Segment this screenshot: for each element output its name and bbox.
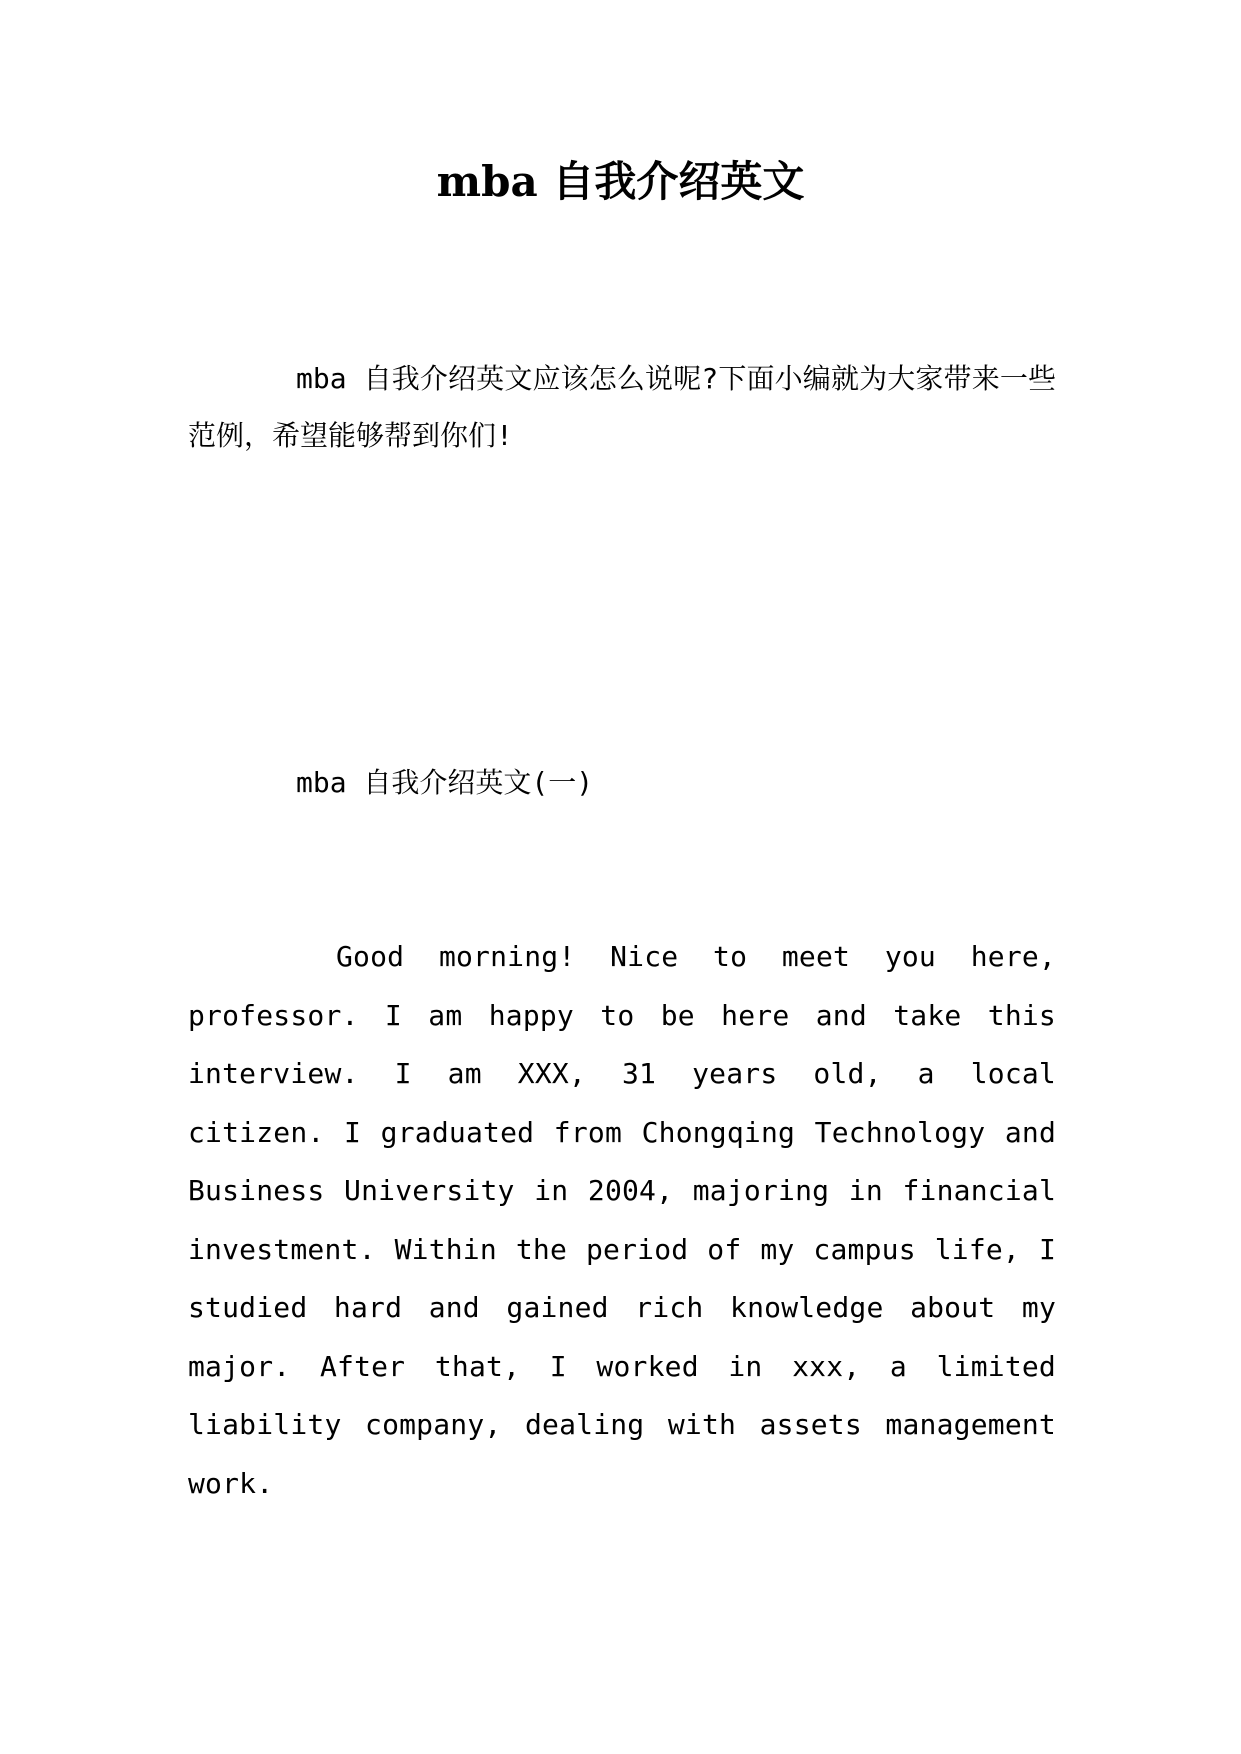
document-title: mba 自我介绍英文 bbox=[436, 157, 805, 206]
section-heading: mba 自我介绍英文(一) bbox=[296, 766, 594, 799]
body-paragraph: Good morning! Nice to meet you here, professor. I am happy to be here and take this interview. I am XXX, 31 years old, a local citizen. I graduated from Chongqing Technology and Business University in 2004, majoring in financial investment. Within the period of my campus life, I studied hard and gained rich knowledge about my major. After that, I worked in xxx, a limited liability company, dealing with assets management work. bbox=[188, 940, 1056, 1500]
intro-paragraph: mba 自我介绍英文应该怎么说呢?下面小编就为大家带来一些范例，希望能够帮到你们! bbox=[188, 362, 1056, 452]
